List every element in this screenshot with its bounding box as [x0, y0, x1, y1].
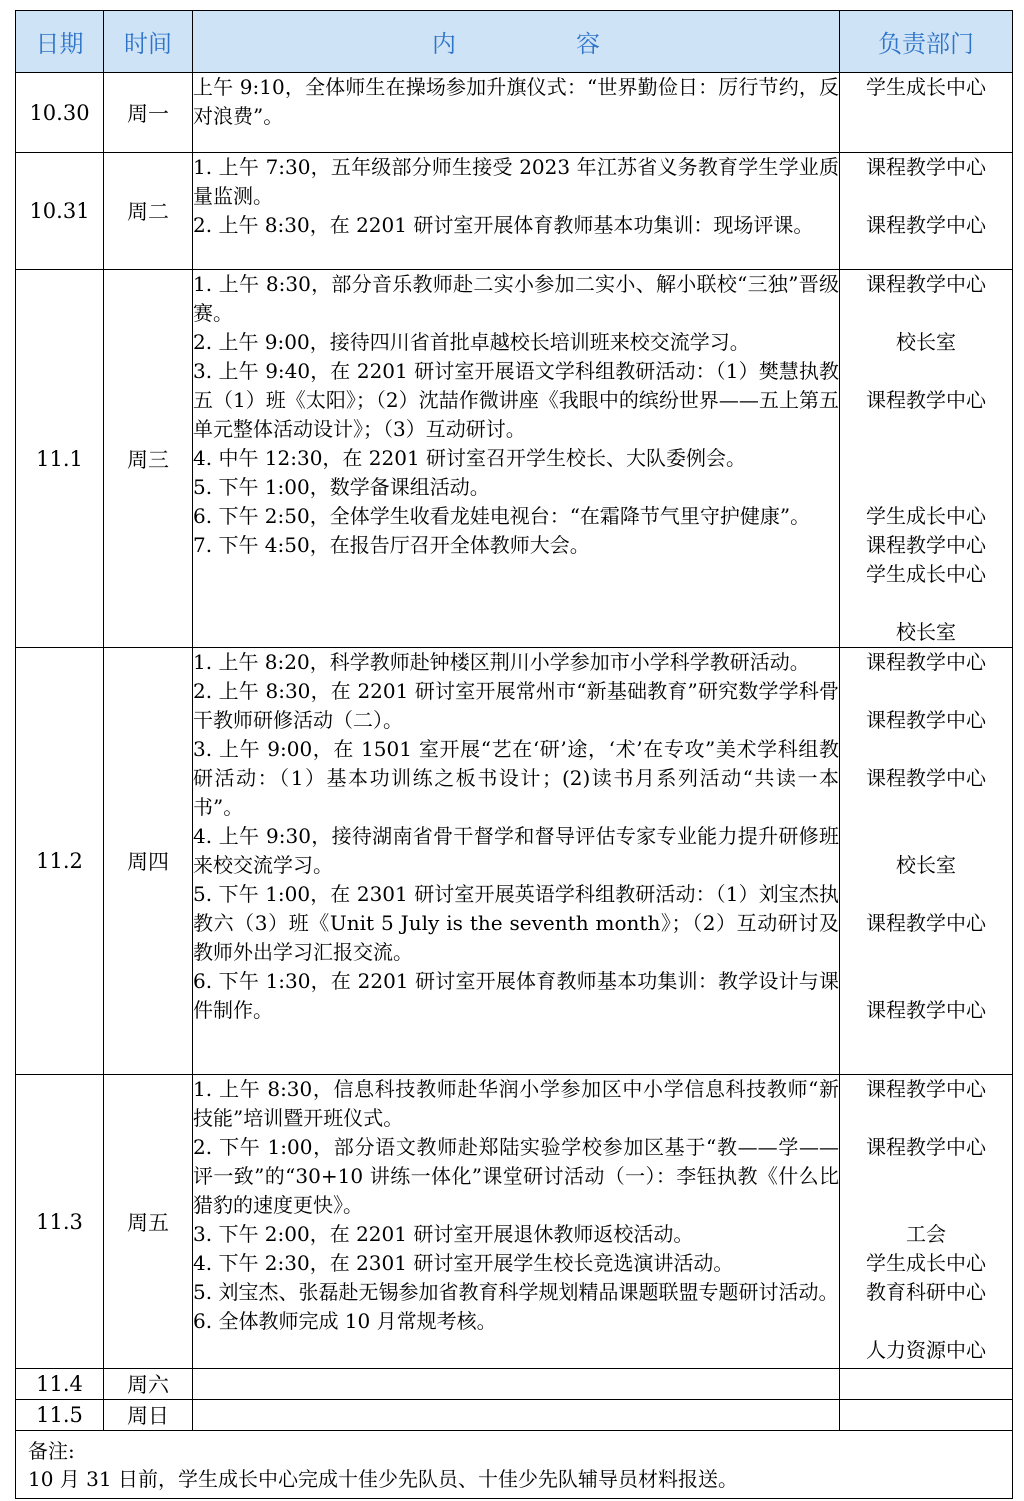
schedule-item: 5. 刘宝杰、张磊赴无锡参加省教育科学规划精品课题联盟专题研讨活动。 — [193, 1280, 839, 1304]
table-row — [16, 270, 1013, 648]
day-cell: 周四 — [104, 648, 193, 1075]
schedule-item: 2. 上午 8:30，在 2201 研讨室开展常州市“新基础教育”研究数学学科骨干教师研修活动（二）。 — [193, 679, 839, 732]
table-row — [16, 153, 1013, 270]
date-cell: 11.5 — [16, 1400, 104, 1431]
dept-label: 课程教学中心 — [866, 155, 986, 179]
content-cell — [193, 1400, 840, 1431]
header-day: 时间 — [104, 11, 193, 73]
day-cell: 周五 — [104, 1075, 193, 1369]
dept-label: 课程教学中心 — [866, 213, 986, 237]
header-row — [16, 11, 1013, 73]
dept-cell — [840, 1400, 1013, 1431]
schedule-item: 1. 上午 8:30，信息科技教师赴华润小学参加区中小学信息科技教师“新技能”培训暨开班仪式。 — [193, 1077, 839, 1130]
date-cell: 10.30 — [16, 73, 104, 153]
note-label: 备注: — [28, 1439, 75, 1463]
table-row — [16, 73, 1013, 153]
dept-label: 课程教学中心 — [866, 766, 986, 790]
content-cell — [193, 270, 840, 648]
day-cell: 周一 — [104, 73, 193, 153]
schedule-item: 6. 全体教师完成 10 月常规考核。 — [193, 1309, 497, 1333]
date-cell: 11.4 — [16, 1369, 104, 1400]
schedule-item: 上午 9:10，全体师生在操场参加升旗仪式：“世界勤俭日：厉行节约，反对浪费”。 — [193, 75, 839, 128]
schedule-item: 1. 上午 8:30，部分音乐教师赴二实小参加二实小、解小联校“三独”晋级赛。 — [193, 272, 839, 325]
header-dept: 负责部门 — [840, 11, 1013, 73]
schedule-item: 1. 上午 7:30，五年级部分师生接受 2023 年江苏省义务教育学生学业质量监测。 — [193, 155, 839, 208]
dept-label: 课程教学中心 — [866, 650, 986, 674]
content-cell — [193, 648, 840, 1075]
schedule-item: 3. 上午 9:40，在 2201 研讨室开展语文学科组教研活动：（1）樊慧执教五（1）班《太阳》；（2）沈喆作微讲座《我眼中的缤纷世界——五上第五单元整体活动设计》；（3）互动研讨。 — [193, 359, 839, 441]
dept-label: 校长室 — [896, 620, 956, 644]
dept-label: 学生成长中心 — [866, 1251, 986, 1275]
schedule-item: 4. 中午 12:30，在 2201 研讨室召开学生校长、大队委例会。 — [193, 446, 747, 470]
schedule-frame — [15, 10, 1012, 1500]
date-cell: 11.3 — [16, 1075, 104, 1369]
header-date: 日期 — [16, 11, 104, 73]
day-cell: 周日 — [104, 1400, 193, 1431]
table-row — [16, 1075, 1013, 1369]
note-cell — [16, 1431, 1013, 1499]
note-text: 10 月 31 日前，学生成长中心完成十佳少先队员、十佳少先队辅导员材料报送。 — [28, 1467, 738, 1491]
dept-label: 学生成长中心 — [866, 504, 986, 528]
schedule-item: 1. 上午 8:20，科学教师赴钟楼区荆川小学参加市小学科学教研活动。 — [193, 650, 810, 674]
dept-cell — [840, 1369, 1013, 1400]
dept-cell — [840, 1075, 1013, 1369]
date-cell: 10.31 — [16, 153, 104, 270]
schedule-item: 2. 上午 8:30，在 2201 研讨室开展体育教师基本功集训：现场评课。 — [193, 213, 814, 237]
schedule-item: 2. 上午 9:00，接待四川省首批卓越校长培训班来校交流学习。 — [193, 330, 750, 354]
dept-label: 教育科研中心 — [866, 1280, 986, 1304]
content-cell — [193, 1075, 840, 1369]
dept-label: 课程教学中心 — [866, 1135, 986, 1159]
note-row — [16, 1431, 1013, 1499]
dept-label: 人力资源中心 — [866, 1338, 986, 1362]
schedule-item: 5. 下午 1:00，在 2301 研讨室开展英语学科组教研活动：（1）刘宝杰执教六（3）班《Unit 5 July is the seventh month》；（2）互动研讨及教师外出学习汇报交流。 — [193, 882, 839, 964]
content-cell — [193, 153, 840, 270]
day-cell: 周三 — [104, 270, 193, 648]
date-cell: 11.2 — [16, 648, 104, 1075]
dept-label: 课程教学中心 — [866, 533, 986, 557]
dept-label: 工会 — [906, 1222, 946, 1246]
dept-label: 校长室 — [896, 330, 956, 354]
weekly-schedule-table — [15, 10, 1013, 1499]
schedule-item: 3. 上午 9:00，在 1501 室开展“艺在‘研’途，‘术’在专攻”美术学科组教研活动：（1）基本功训练之板书设计；(2)读书月系列活动“共读一本书”。 — [193, 737, 839, 819]
dept-label: 校长室 — [896, 853, 956, 877]
dept-label: 课程教学中心 — [866, 388, 986, 412]
schedule-item: 7. 下午 4:50，在报告厅召开全体教师大会。 — [193, 533, 590, 557]
dept-label: 学生成长中心 — [866, 562, 986, 586]
dept-label: 课程教学中心 — [866, 272, 986, 296]
content-cell — [193, 73, 840, 153]
date-cell: 11.1 — [16, 270, 104, 648]
day-cell: 周二 — [104, 153, 193, 270]
content-cell — [193, 1369, 840, 1400]
schedule-item: 6. 下午 1:30，在 2201 研讨室开展体育教师基本功集训：教学设计与课件制作。 — [193, 969, 839, 1022]
schedule-item: 6. 下午 2:50，全体学生收看龙娃电视台：“在霜降节气里守护健康”。 — [193, 504, 811, 528]
table-row — [16, 648, 1013, 1075]
day-cell: 周六 — [104, 1369, 193, 1400]
dept-label: 课程教学中心 — [866, 911, 986, 935]
schedule-item: 2. 下午 1:00，部分语文教师赴郑陆实验学校参加区基于“教——学——评一致”的“30+10 讲练一体化”课堂研讨活动（一）：李钰执教《什么比猎豹的速度更快》。 — [193, 1135, 839, 1217]
schedule-item: 3. 下午 2:00，在 2201 研讨室开展退休教师返校活动。 — [193, 1222, 694, 1246]
schedule-item: 4. 上午 9:30，接待湖南省骨干督学和督导评估专家专业能力提升研修班来校交流学习。 — [193, 824, 839, 877]
dept-label: 课程教学中心 — [866, 708, 986, 732]
table-row — [16, 1400, 1013, 1431]
schedule-item: 5. 下午 1:00，数学备课组活动。 — [193, 475, 490, 499]
table-row — [16, 1369, 1013, 1400]
dept-label: 课程教学中心 — [866, 1077, 986, 1101]
header-content: 内容 — [193, 11, 840, 73]
dept-label: 课程教学中心 — [866, 998, 986, 1022]
dept-cell — [840, 73, 1013, 153]
dept-cell — [840, 270, 1013, 648]
dept-cell — [840, 153, 1013, 270]
dept-cell — [840, 648, 1013, 1075]
schedule-item: 4. 下午 2:30，在 2301 研讨室开展学生校长竞选演讲活动。 — [193, 1251, 734, 1275]
dept-label: 学生成长中心 — [866, 75, 986, 99]
